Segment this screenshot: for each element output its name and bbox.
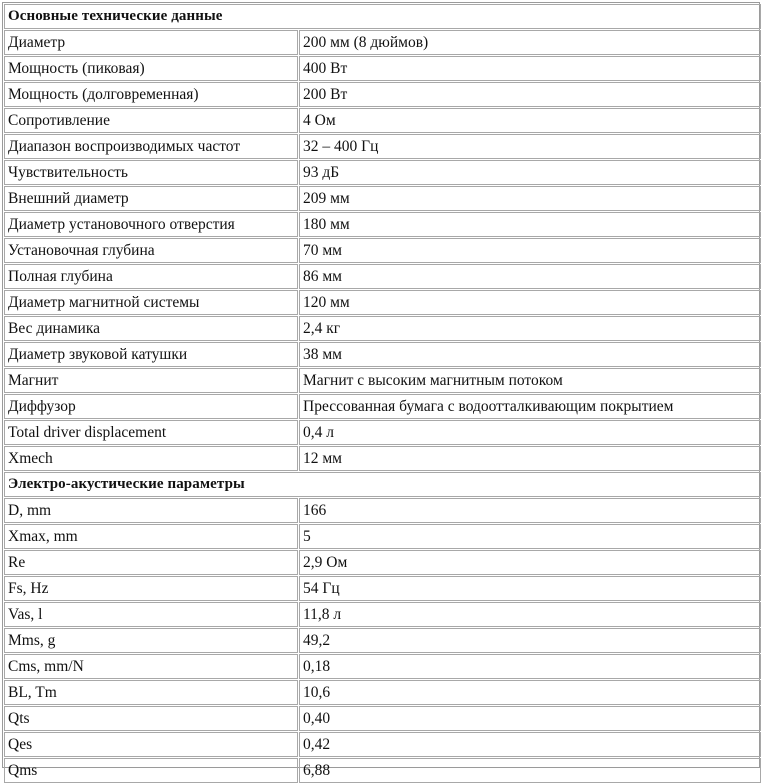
param-label: Вес динамика: [4, 316, 298, 341]
param-value: 12 мм: [299, 446, 761, 471]
param-label: Mms, g: [4, 628, 298, 653]
param-value: 166: [299, 498, 761, 523]
param-label: Диаметр магнитной системы: [4, 290, 298, 315]
param-label: Диаметр установочного отверстия: [4, 212, 298, 237]
table-row: [4, 160, 761, 185]
param-label: Сопротивление: [4, 108, 298, 133]
param-value: 11,8 л: [299, 602, 761, 627]
table-row: [4, 732, 761, 757]
param-value: 49,2: [299, 628, 761, 653]
param-label: D, mm: [4, 498, 298, 523]
param-value: Магнит с высоким магнитным потоком: [299, 368, 761, 393]
section-title: Электро-акустические параметры: [4, 472, 761, 497]
table-row: [4, 30, 761, 55]
param-label: Cms, mm/N: [4, 654, 298, 679]
table-row: [4, 56, 761, 81]
param-label: Диаметр звуковой катушки: [4, 342, 298, 367]
param-label: Диаметр: [4, 30, 298, 55]
table-row: [4, 290, 761, 315]
table-row: [4, 446, 761, 471]
section-header-row: [4, 4, 761, 29]
spec-table-body: [4, 4, 761, 783]
param-label: Total driver displacement: [4, 420, 298, 445]
table-row: [4, 550, 761, 575]
table-row: [4, 576, 761, 601]
table-row: [4, 758, 761, 783]
table-row: [4, 264, 761, 289]
table-row: [4, 524, 761, 549]
param-label: Vas, l: [4, 602, 298, 627]
table-row: [4, 498, 761, 523]
param-value: 70 мм: [299, 238, 761, 263]
param-value: 32 – 400 Гц: [299, 134, 761, 159]
param-label: Мощность (пиковая): [4, 56, 298, 81]
param-value: 0,18: [299, 654, 761, 679]
param-value: 10,6: [299, 680, 761, 705]
param-value: 2,9 Ом: [299, 550, 761, 575]
param-value: 120 мм: [299, 290, 761, 315]
table-row: [4, 680, 761, 705]
param-label: Установочная глубина: [4, 238, 298, 263]
table-row: [4, 186, 761, 211]
param-label: Мощность (долговременная): [4, 82, 298, 107]
param-value: 93 дБ: [299, 160, 761, 185]
param-label: Внешний диаметр: [4, 186, 298, 211]
param-label: Fs, Hz: [4, 576, 298, 601]
param-value: 180 мм: [299, 212, 761, 237]
param-value: 0,4 л: [299, 420, 761, 445]
param-value: 4 Ом: [299, 108, 761, 133]
param-value: 200 мм (8 дюймов): [299, 30, 761, 55]
table-row: [4, 602, 761, 627]
param-label: Xmax, mm: [4, 524, 298, 549]
param-value: 5: [299, 524, 761, 549]
param-value: 200 Вт: [299, 82, 761, 107]
param-value: 38 мм: [299, 342, 761, 367]
table-row: [4, 108, 761, 133]
table-row: [4, 212, 761, 237]
table-row: [4, 134, 761, 159]
param-value: 54 Гц: [299, 576, 761, 601]
param-value: 0,40: [299, 706, 761, 731]
param-label: Полная глубина: [4, 264, 298, 289]
section-header-row: [4, 472, 761, 497]
spec-table-container: [2, 2, 760, 779]
param-label: Магнит: [4, 368, 298, 393]
table-row: [4, 654, 761, 679]
table-row: [4, 316, 761, 341]
param-label: Qts: [4, 706, 298, 731]
table-row: [4, 238, 761, 263]
param-label: Xmech: [4, 446, 298, 471]
table-row: [4, 706, 761, 731]
param-value: 2,4 кг: [299, 316, 761, 341]
param-label: Qes: [4, 732, 298, 757]
param-label: Qms: [4, 758, 298, 783]
param-value: 86 мм: [299, 264, 761, 289]
spec-table: [3, 3, 762, 784]
table-row: [4, 82, 761, 107]
param-label: Чувствительность: [4, 160, 298, 185]
param-label: BL, Tm: [4, 680, 298, 705]
param-value: Прессованная бумага с водоотталкивающим покрытием: [299, 394, 761, 419]
param-label: Re: [4, 550, 298, 575]
param-label: Диффузор: [4, 394, 298, 419]
param-value: 209 мм: [299, 186, 761, 211]
section-title: Основные технические данные: [4, 4, 761, 29]
table-row: [4, 420, 761, 445]
param-value: 6,88: [299, 758, 761, 783]
table-row: [4, 342, 761, 367]
param-label: Диапазон воспроизводимых частот: [4, 134, 298, 159]
table-row: [4, 394, 761, 419]
table-row: [4, 368, 761, 393]
param-value: 0,42: [299, 732, 761, 757]
table-row: [4, 628, 761, 653]
param-value: 400 Вт: [299, 56, 761, 81]
